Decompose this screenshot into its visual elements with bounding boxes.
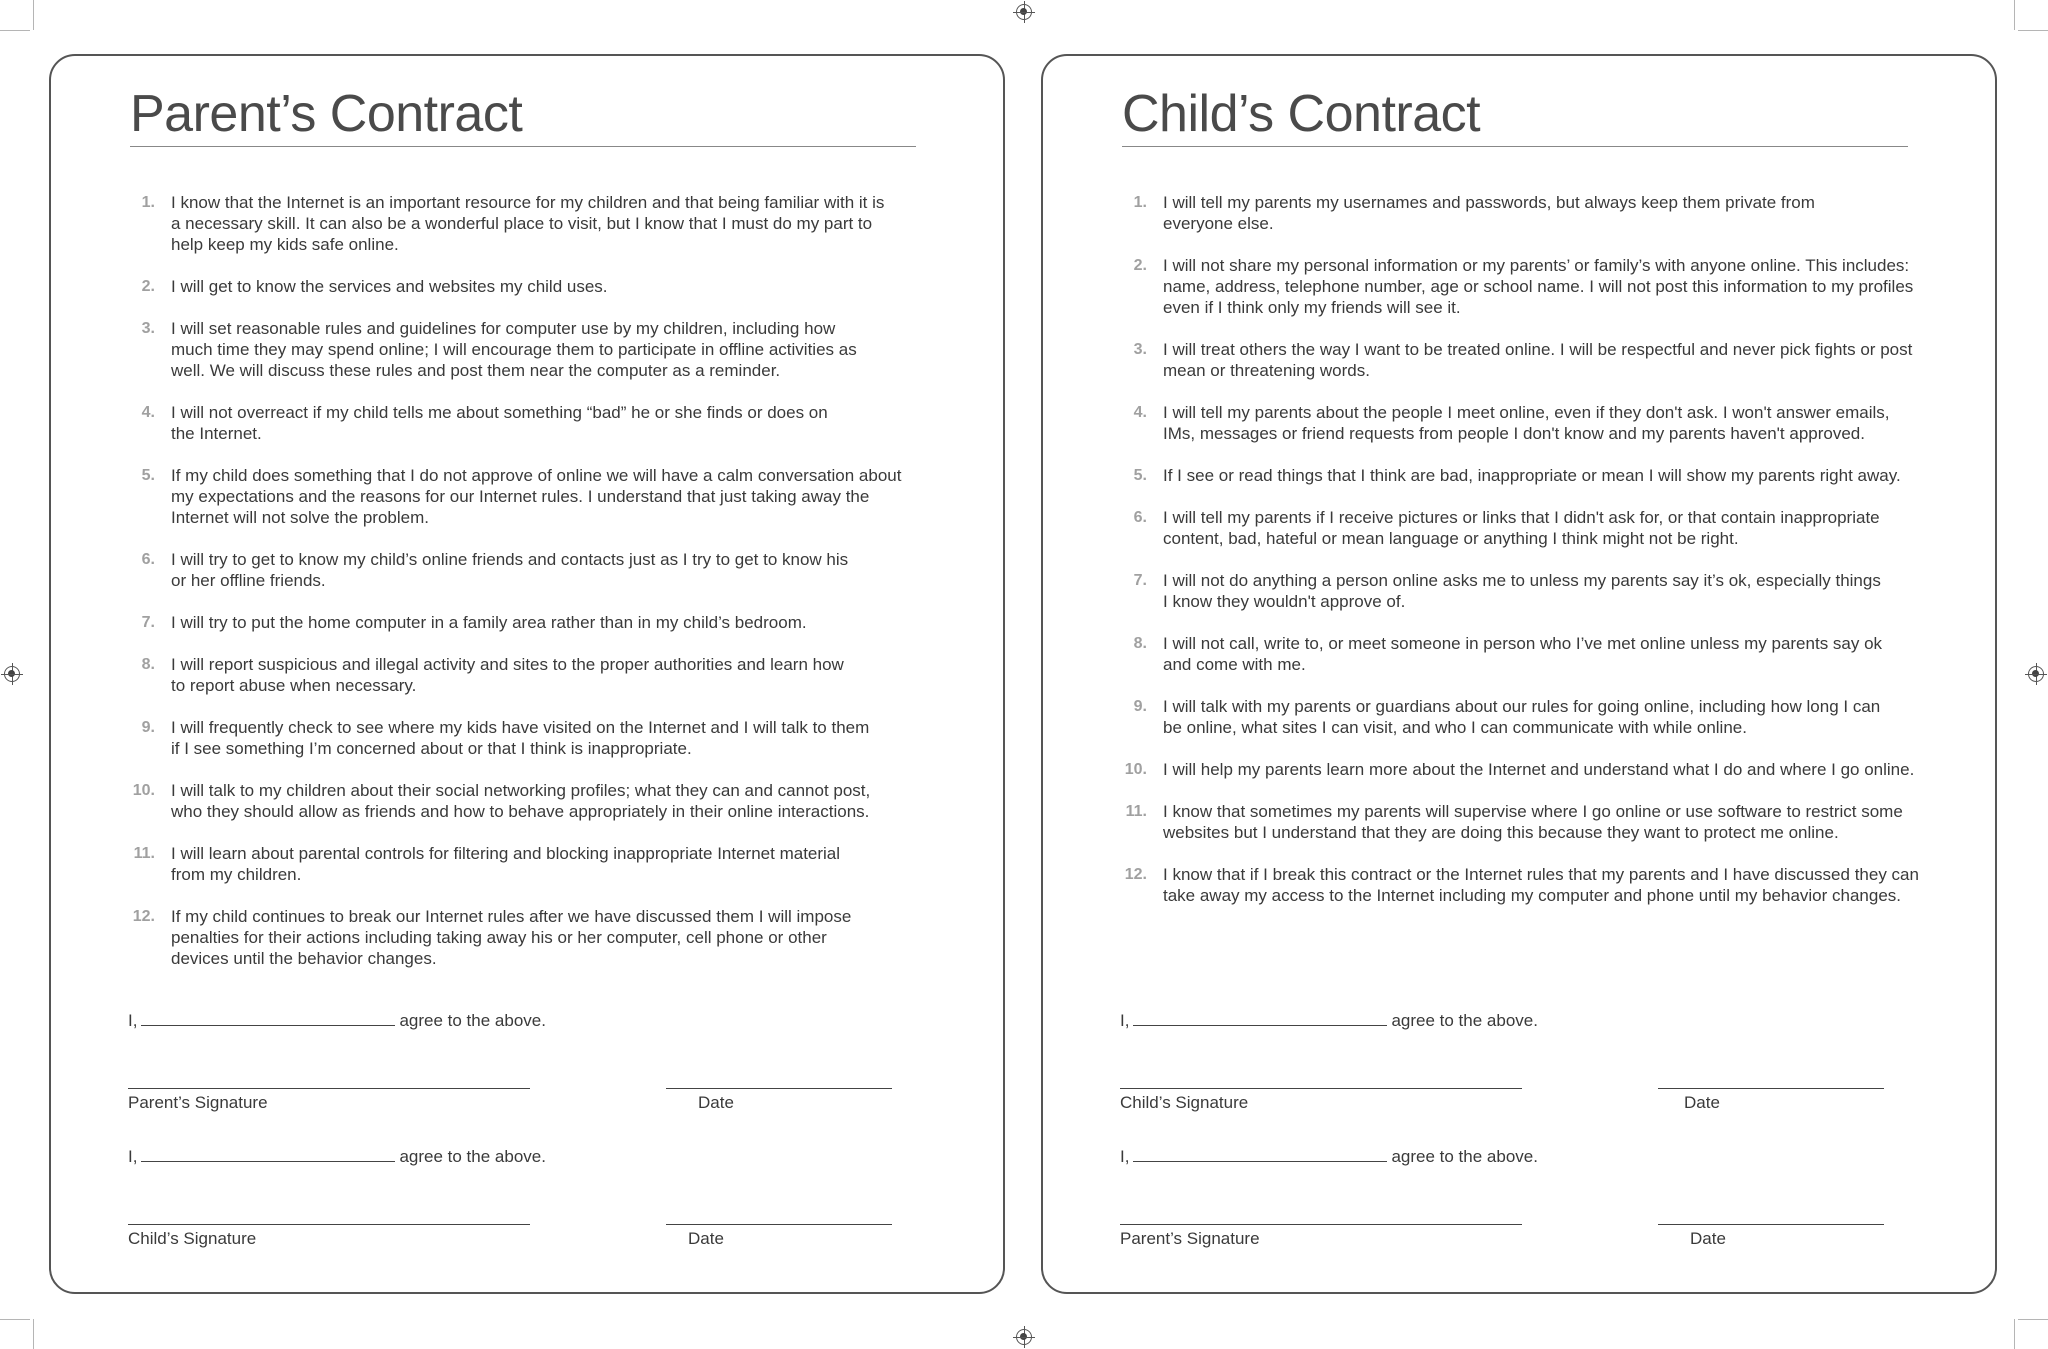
rule-text-line: websites but I understand that they are doing this because they want to protect me online. [1163,823,1839,842]
name-blank-field[interactable] [141,1011,395,1026]
parent-contract-panel [49,54,1005,1294]
rule-text [171,717,869,759]
signature-label: Child’s Signature [1120,1093,1249,1112]
signature-label: Parent’s Signature [128,1093,268,1112]
date-label: Date [688,1229,724,1248]
rule-text [1163,570,1881,612]
rule-text [171,465,901,528]
crop-mark [2014,1319,2015,1349]
rule-text-line: Internet will not solve the problem. [171,508,429,527]
agree-prefix: I, [1120,1011,1130,1030]
crop-mark [2014,0,2015,30]
rule-text-line: I will try to put the home computer in a family area rather than in my child’s bedroom. [171,613,807,632]
rule-text-line: I will tell my parents if I receive pictures or links that I didn't ask for, or that contain inappropriate [1163,508,1880,527]
rule-text-line: I will frequently check to see where my kids have visited on the Internet and I will talk to them [171,718,870,737]
rule-text-line: I will try to get to know my child’s online friends and contacts just as I try to get to know his [171,550,849,569]
crop-mark [33,1319,34,1349]
rule-text-line: much time they may spend online; I will encourage them to participate in offline activities as [171,340,857,359]
signature-label: Parent’s Signature [1120,1229,1260,1248]
rule-text-line: I will report suspicious and illegal activity and sites to the proper authorities and learn how [171,655,844,674]
registration-mark-icon [2028,666,2044,682]
rule-number: 3. [1133,341,1147,358]
rule-text-line: I will talk to my children about their social networking profiles; what they can and cannot post, [171,781,871,800]
rule-text-line: I will not call, write to, or meet someone in person who I’ve met online unless my parents say ok [1163,634,1883,653]
signature-block [128,1146,948,1286]
rule-text [171,276,608,297]
rule-number: 2. [141,278,155,295]
rule-text-line: even if I think only my friends will see it. [1163,298,1461,317]
rule-text [1163,864,1919,906]
rule-text-line: If my child does something that I do not approve of online we will have a calm conversation about [171,466,902,485]
date-line[interactable] [1658,1224,1884,1225]
rule-text-line: name, address, telephone number, age or school name. I will not post this information to my profiles [1163,277,1914,296]
date-line[interactable] [666,1224,892,1225]
rule-number: 11. [1125,803,1147,820]
rule-number: 5. [141,467,155,484]
agree-suffix: agree to the above. [399,1147,546,1166]
signature-line[interactable] [128,1088,530,1089]
rule-text [1163,759,1914,780]
signature-label: Child’s Signature [128,1229,257,1248]
rule-text-line: everyone else. [1163,214,1274,233]
date-label: Date [698,1093,734,1112]
crop-mark [0,1319,30,1320]
signature-line[interactable] [128,1224,530,1225]
signature-line[interactable] [1120,1224,1522,1225]
rule-text-line: I know they wouldn't approve of. [1163,592,1406,611]
rule-text-line: penalties for their actions including taking away his or her computer, cell phone or other [171,928,827,947]
rule-number: 8. [1133,635,1147,652]
rule-text [1163,507,1880,549]
rule-number: 11. [133,845,155,862]
rule-number: 12. [1124,866,1147,883]
rule-text-line: who they should allow as friends and how to behave appropriately in their online interactions. [171,802,870,821]
rule-text-line: or her offline friends. [171,571,326,590]
rule-text [1163,192,1815,234]
rule-text [1163,339,1912,381]
rule-text-line: a necessary skill. It can also be a wonderful place to visit, but I know that I must do my part to [171,214,873,233]
rule-text-line: I will set reasonable rules and guidelines for computer use by my children, including how [171,319,836,338]
rule-text-line: I will tell my parents about the people I meet online, even if they don't ask. I won't answer emails, [1163,403,1890,422]
rule-text-line: well. We will discuss these rules and post them near the computer as a reminder. [171,361,781,380]
rule-text-line: my expectations and the reasons for our Internet rules. I understand that just taking away the [171,487,870,506]
rule-text [1163,465,1901,486]
rule-text-line: I will not do anything a person online asks me to unless my parents say it’s ok, especially things [1163,571,1881,590]
rule-text-line: IMs, messages or friend requests from people I don't know and my parents haven't approved. [1163,424,1865,443]
agree-line [1120,1010,1538,1031]
rule-text [171,843,840,885]
rule-text [1163,633,1882,675]
rule-number: 6. [141,551,155,568]
rule-text [171,780,870,822]
rule-text-line: to report abuse when necessary. [171,676,417,695]
crop-mark [2018,1319,2048,1320]
date-label: Date [1684,1093,1720,1112]
rule-text-line: If my child continues to break our Internet rules after we have discussed them I will impose [171,907,852,926]
rule-number: 1. [141,194,155,211]
rule-text [1163,255,1913,318]
rule-text [171,612,807,633]
rule-text-line: I know that if I break this contract or the Internet rules that my parents and I have discussed they can [1163,865,1919,884]
rule-number: 10. [1124,761,1147,778]
agree-prefix: I, [128,1147,138,1166]
rule-number: 1. [1133,194,1147,211]
rule-text [171,318,857,381]
rule-text-line: from my children. [171,865,302,884]
rule-text-line: take away my access to the Internet including my computer and phone until my behavior changes. [1163,886,1902,905]
date-label: Date [1690,1229,1726,1248]
rule-text-line: help keep my kids safe online. [171,235,399,254]
agree-prefix: I, [1120,1147,1130,1166]
rule-text-line: and come with me. [1163,655,1306,674]
signature-block [1120,1010,1940,1150]
rule-number: 10. [132,782,155,799]
rule-text-line: I will talk with my parents or guardians about our rules for going online, including how long I can [1163,697,1881,716]
rule-text [1163,696,1880,738]
rule-number: 5. [1133,467,1147,484]
rule-text [171,906,851,969]
rule-text-line: content, bad, hateful or mean language or anything I think might not be right. [1163,529,1739,548]
rule-number: 2. [1133,257,1147,274]
page-title: Parent’s Contract [130,88,916,147]
agree-line [128,1146,546,1167]
date-line[interactable] [666,1088,892,1089]
agree-suffix: agree to the above. [1391,1147,1538,1166]
rule-number: 6. [1133,509,1147,526]
rule-number: 4. [1133,404,1147,421]
rule-text-line: I know that the Internet is an important resource for my children and that being familiar with it is [171,193,885,212]
rule-text-line: I will learn about parental controls for filtering and blocking inappropriate Internet material [171,844,841,863]
rule-number: 9. [141,719,155,736]
agree-suffix: agree to the above. [1391,1011,1538,1030]
rule-number: 7. [141,614,155,631]
rule-text-line: I know that sometimes my parents will supervise where I go online or use software to restrict some [1163,802,1903,821]
rule-text [171,402,828,444]
page-title: Child’s Contract [1122,88,1908,147]
rule-number: 7. [1133,572,1147,589]
agree-line [1120,1146,1538,1167]
rule-text [171,549,848,591]
registration-mark-icon [1016,1329,1032,1345]
rule-text [171,654,844,696]
rule-text-line: I will not overreact if my child tells me about something “bad” he or she finds or does on [171,403,828,422]
signature-block [128,1010,948,1150]
crop-mark [2018,30,2048,31]
rule-number: 8. [141,656,155,673]
rule-text-line: devices until the behavior changes. [171,949,437,968]
registration-mark-icon [4,666,20,682]
rule-text-line: I will treat others the way I want to be treated online. I will be respectful and never pick fights or post [1163,340,1913,359]
signature-line[interactable] [1120,1088,1522,1089]
crop-mark [0,30,30,31]
rule-text-line: If I see or read things that I think are bad, inappropriate or mean I will show my parents right away. [1163,466,1901,485]
name-blank-field[interactable] [141,1147,395,1162]
rule-text-line: if I see something I’m concerned about or that I think is inappropriate. [171,739,692,758]
agree-prefix: I, [128,1011,138,1030]
rule-text-line: mean or threatening words. [1163,361,1370,380]
agree-suffix: agree to the above. [399,1011,546,1030]
child-contract-panel [1041,54,1997,1294]
rule-number: 9. [1133,698,1147,715]
rule-text-line: I will get to know the services and websites my child uses. [171,277,608,296]
rule-text-line: I will tell my parents my usernames and passwords, but always keep them private from [1163,193,1815,212]
rule-text [1163,801,1903,843]
rule-text-line: I will not share my personal information or my parents’ or family’s with anyone online. This includes: [1163,256,1910,275]
rule-number: 4. [141,404,155,421]
crop-mark [33,0,34,30]
name-blank-field[interactable] [1133,1011,1387,1026]
rule-text-line: the Internet. [171,424,262,443]
rule-text [1163,402,1890,444]
rule-text-line: be online, what sites I can visit, and who I can communicate with while online. [1163,718,1747,737]
name-blank-field[interactable] [1133,1147,1387,1162]
rule-text-line: I will help my parents learn more about the Internet and understand what I do and where I go online. [1163,760,1915,779]
rule-number: 3. [141,320,155,337]
registration-mark-icon [1016,4,1032,20]
date-line[interactable] [1658,1088,1884,1089]
agree-line [128,1010,546,1031]
signature-block [1120,1146,1940,1286]
rule-number: 12. [132,908,155,925]
rule-text [171,192,884,255]
